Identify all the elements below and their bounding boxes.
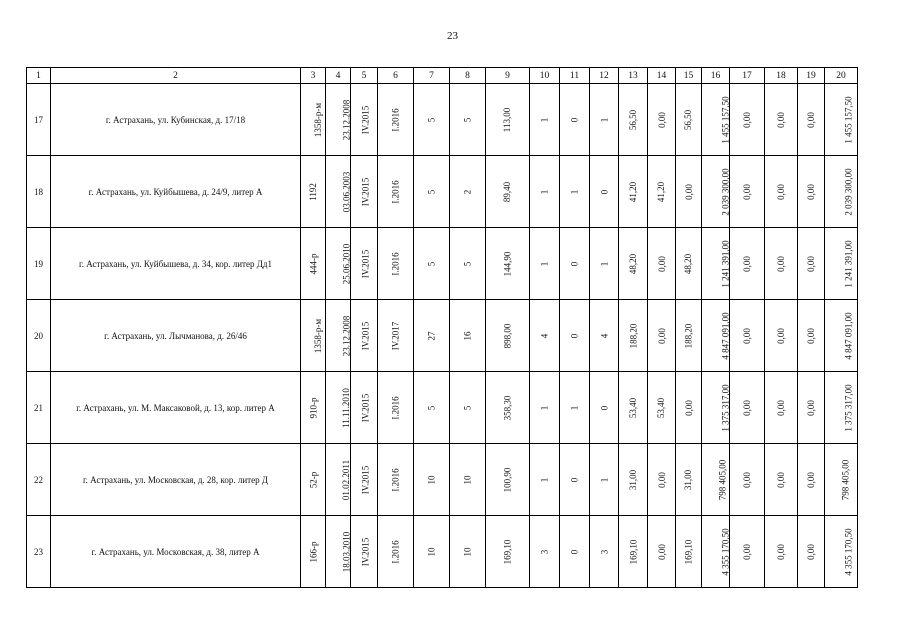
cell-value: I.2016	[390, 539, 401, 564]
cell-value: 188,20	[683, 323, 694, 348]
cell-value: 10	[462, 547, 473, 556]
cell-value: 1	[569, 405, 580, 410]
cell-value: 01.02.2011	[341, 459, 352, 500]
column-header: 20	[825, 68, 858, 84]
table-cell	[326, 156, 351, 228]
table-cell	[590, 372, 619, 444]
table-cell	[730, 372, 765, 444]
table-cell	[702, 372, 730, 444]
table-cell	[765, 372, 798, 444]
table-body	[27, 68, 858, 588]
cell-value: 5	[426, 405, 437, 410]
table-cell	[798, 516, 825, 588]
table-cell	[590, 300, 619, 372]
table-cell	[798, 156, 825, 228]
table-cell: 22	[27, 444, 51, 516]
table-cell	[450, 372, 486, 444]
table-cell	[301, 156, 326, 228]
cell-value: 1	[599, 117, 609, 122]
cell-value: 0,00	[742, 471, 752, 488]
table-cell	[798, 300, 825, 372]
table-cell: 23	[27, 516, 51, 588]
cell-value: 798 405,00	[840, 459, 851, 500]
table-cell	[486, 156, 530, 228]
address-cell: г. Астрахань, ул. Московская, д. 28, кор. литер Д	[51, 444, 301, 516]
table-cell	[702, 516, 730, 588]
cell-value: 48,20	[683, 253, 694, 274]
table-cell	[702, 84, 730, 156]
cell-value: 1358-р-м	[313, 318, 324, 353]
cell-value: 0,00	[742, 255, 752, 272]
table-cell	[351, 156, 378, 228]
cell-value: 56,50	[683, 109, 694, 130]
table-cell	[590, 84, 619, 156]
column-header: 15	[676, 68, 702, 84]
table-cell	[648, 156, 676, 228]
cell-value: 798 405,00	[717, 459, 728, 500]
table-cell	[765, 156, 798, 228]
table-cell	[351, 228, 378, 300]
cell-value: 0,00	[806, 399, 816, 416]
table-cell	[378, 516, 414, 588]
cell-value: 5	[462, 405, 473, 410]
cell-value: 0,00	[742, 399, 752, 416]
cell-value: 18.03.2010	[341, 531, 352, 572]
cell-value: 0,00	[742, 183, 752, 200]
address-cell: г. Астрахань, ул. Московская, д. 38, литер А	[51, 516, 301, 588]
column-header: 3	[301, 68, 326, 84]
cell-value: 100,90	[502, 467, 513, 492]
cell-value: 0,00	[806, 327, 816, 344]
cell-value: 898,00	[502, 323, 513, 348]
table-cell: 21	[27, 372, 51, 444]
column-header: 11	[560, 68, 590, 84]
table-cell	[560, 372, 590, 444]
table-cell	[414, 84, 450, 156]
table-cell	[648, 84, 676, 156]
cell-value: 4	[599, 333, 609, 338]
table-cell	[301, 372, 326, 444]
cell-value: 0,00	[776, 255, 786, 272]
table-cell	[530, 84, 560, 156]
column-header: 8	[450, 68, 486, 84]
cell-value: 4 355 170,50	[843, 527, 854, 576]
cell-value: 0,00	[742, 543, 752, 560]
table-cell	[530, 228, 560, 300]
table-cell	[765, 84, 798, 156]
table-cell	[619, 84, 648, 156]
cell-value: 1 241 391,00	[843, 239, 854, 288]
column-header: 14	[648, 68, 676, 84]
cell-value: 03.06.2003	[341, 171, 352, 212]
cell-value: 4	[539, 333, 550, 338]
cell-value: 113,00	[502, 107, 513, 132]
cell-value: 2	[462, 189, 473, 194]
table-cell	[798, 444, 825, 516]
address-cell: г. Астрахань, ул. Лычманова, д. 26/46	[51, 300, 301, 372]
table-cell	[414, 300, 450, 372]
cell-value: 910-р	[308, 397, 318, 418]
cell-value: 53,40	[628, 397, 638, 418]
cell-value: 4 847 091,00	[843, 311, 854, 360]
cell-value: 444-р	[308, 253, 318, 274]
table-cell	[676, 444, 702, 516]
cell-value: 0,00	[683, 399, 694, 416]
table-cell	[351, 300, 378, 372]
table-cell	[825, 156, 858, 228]
table-cell: 18	[27, 156, 51, 228]
cell-value: 358,30	[502, 395, 513, 420]
cell-value: 89,40	[502, 181, 513, 202]
cell-value: 0	[599, 189, 609, 194]
table-cell	[730, 84, 765, 156]
table-cell	[648, 444, 676, 516]
cell-value: 1	[599, 477, 609, 482]
data-table	[26, 67, 858, 588]
column-header: 9	[486, 68, 530, 84]
table-cell	[825, 300, 858, 372]
cell-value: 5	[426, 261, 437, 266]
cell-value: 0,00	[656, 111, 667, 128]
table-cell	[676, 228, 702, 300]
table-cell	[730, 156, 765, 228]
cell-value: 23.12.2008	[341, 99, 352, 140]
table-cell	[676, 84, 702, 156]
cell-value: 0	[569, 333, 580, 338]
cell-value: I.2016	[390, 179, 401, 204]
cell-value: 1	[539, 477, 550, 482]
table-cell	[676, 516, 702, 588]
table-cell	[560, 444, 590, 516]
column-header: 19	[798, 68, 825, 84]
cell-value: 4 847 091,00	[720, 311, 731, 360]
cell-value: IV.2015	[360, 321, 371, 350]
cell-value: 0,00	[656, 471, 667, 488]
cell-value: 48,20	[628, 253, 638, 274]
table-cell	[378, 228, 414, 300]
column-header: 2	[51, 68, 301, 84]
table-cell	[648, 228, 676, 300]
cell-value: 16	[462, 331, 473, 340]
cell-value: 1 241 391,00	[720, 239, 731, 288]
column-header: 18	[765, 68, 798, 84]
table-cell	[825, 228, 858, 300]
cell-value: 0,00	[806, 255, 816, 272]
table-cell	[798, 372, 825, 444]
table-cell	[414, 516, 450, 588]
table-cell	[730, 300, 765, 372]
column-header: 16	[702, 68, 730, 84]
cell-value: 0,00	[776, 543, 786, 560]
table-cell	[590, 516, 619, 588]
table-cell	[326, 228, 351, 300]
cell-value: 2 039 300,00	[843, 167, 854, 216]
table-cell	[351, 84, 378, 156]
table-cell	[825, 444, 858, 516]
cell-value: 0,00	[742, 327, 752, 344]
table-cell	[560, 516, 590, 588]
cell-value: 0,00	[683, 183, 694, 200]
table-cell	[590, 156, 619, 228]
column-header: 4	[326, 68, 351, 84]
table-cell	[798, 228, 825, 300]
header-row	[27, 68, 858, 84]
cell-value: 2 039 300,00	[720, 167, 731, 216]
table-cell	[765, 228, 798, 300]
table-cell	[676, 372, 702, 444]
table-cell	[301, 516, 326, 588]
address-cell: г. Астрахань, ул. Кубинская, д. 17/18	[51, 84, 301, 156]
column-header: 1	[27, 68, 51, 84]
column-header: 12	[590, 68, 619, 84]
table-cell	[450, 516, 486, 588]
table-cell	[486, 228, 530, 300]
table-cell	[486, 516, 530, 588]
cell-value: 5	[462, 117, 473, 122]
table-cell	[619, 156, 648, 228]
table-cell	[730, 516, 765, 588]
cell-value: 0,00	[806, 543, 816, 560]
table-cell	[301, 444, 326, 516]
cell-value: 0,00	[806, 183, 816, 200]
table-cell	[530, 444, 560, 516]
table-row	[27, 372, 858, 444]
cell-value: IV.2015	[360, 249, 371, 278]
cell-value: 23.12.2008	[341, 315, 352, 356]
cell-value: 53,40	[656, 397, 667, 418]
cell-value: 0,00	[776, 183, 786, 200]
table-cell	[486, 300, 530, 372]
table-cell	[560, 228, 590, 300]
cell-value: 56,50	[628, 109, 638, 130]
table-cell	[648, 516, 676, 588]
table-cell	[414, 156, 450, 228]
table-row	[27, 300, 858, 372]
table-cell: 19	[27, 228, 51, 300]
cell-value: 0,00	[776, 111, 786, 128]
table-cell	[326, 516, 351, 588]
table-cell	[648, 372, 676, 444]
table-cell	[351, 372, 378, 444]
table-cell	[619, 444, 648, 516]
table-cell	[301, 84, 326, 156]
cell-value: 1	[599, 261, 609, 266]
column-header: 13	[619, 68, 648, 84]
table-cell	[530, 300, 560, 372]
cell-value: 0,00	[806, 111, 816, 128]
table-cell	[676, 156, 702, 228]
table-cell	[619, 372, 648, 444]
cell-value: IV.2015	[360, 177, 371, 206]
page-number: 23	[447, 30, 458, 42]
cell-value: 0	[569, 477, 580, 482]
table-cell	[530, 372, 560, 444]
table-cell	[486, 372, 530, 444]
table-cell	[414, 228, 450, 300]
cell-value: 0,00	[776, 399, 786, 416]
table-cell	[414, 444, 450, 516]
cell-value: 1	[539, 117, 550, 122]
cell-value: 144,90	[502, 251, 513, 276]
address-cell: г. Астрахань, ул. М. Максаковой, д. 13, кор. литер А	[51, 372, 301, 444]
cell-value: 5	[462, 261, 473, 266]
table-cell	[590, 444, 619, 516]
cell-value: 10	[462, 475, 473, 484]
table-cell	[326, 372, 351, 444]
address-cell: г. Астрахань, ул. Куйбышева, д. 34, кор. литер Дд1	[51, 228, 301, 300]
cell-value: 1	[539, 405, 550, 410]
cell-value: 11.11.2010	[340, 387, 351, 428]
table-cell	[351, 444, 378, 516]
table-cell	[378, 444, 414, 516]
cell-value: 0,00	[776, 327, 786, 344]
table-cell	[765, 516, 798, 588]
cell-value: 31,00	[628, 469, 638, 490]
cell-value: I.2016	[390, 251, 401, 276]
cell-value: I.2016	[390, 107, 401, 132]
cell-value: IV.2015	[360, 537, 371, 566]
table-cell	[730, 228, 765, 300]
table-cell	[378, 300, 414, 372]
column-header: 17	[730, 68, 765, 84]
table-row	[27, 156, 858, 228]
table-cell	[486, 84, 530, 156]
cell-value: 1192	[307, 182, 318, 201]
table-cell	[798, 84, 825, 156]
cell-value: 0	[569, 261, 580, 266]
cell-value: 0	[569, 117, 580, 122]
column-header: 10	[530, 68, 560, 84]
cell-value: 169,10	[628, 539, 638, 564]
cell-value: 1	[539, 261, 550, 266]
table-cell	[676, 300, 702, 372]
cell-value: 3	[599, 549, 609, 554]
cell-value: 1 375 317,00	[843, 383, 854, 432]
cell-value: 1	[539, 189, 550, 194]
cell-value: 1	[569, 189, 580, 194]
cell-value: 1 375 317,00	[720, 383, 731, 432]
cell-value: 5	[426, 117, 437, 122]
table-cell	[765, 444, 798, 516]
table-cell	[560, 84, 590, 156]
table-cell	[648, 300, 676, 372]
table-cell	[560, 300, 590, 372]
cell-value: I.2016	[390, 467, 401, 492]
address-cell: г. Астрахань, ул. Куйбышева, д. 24/9, литер А	[51, 156, 301, 228]
cell-value: 1 455 157,50	[843, 95, 854, 144]
cell-value: 3	[539, 549, 550, 554]
cell-value: 4 355 170,50	[720, 527, 731, 576]
table-cell	[450, 156, 486, 228]
cell-value: 27	[426, 331, 437, 340]
table-cell	[450, 444, 486, 516]
table-cell	[825, 372, 858, 444]
table-cell	[825, 516, 858, 588]
table-cell	[702, 156, 730, 228]
cell-value: I.2016	[390, 395, 401, 420]
cell-value: 31,00	[683, 469, 694, 490]
cell-value: 0,00	[742, 111, 752, 128]
cell-value: 1 455 157,50	[720, 95, 731, 144]
cell-value: 41,20	[656, 181, 667, 202]
table-cell	[825, 84, 858, 156]
cell-value: 10	[426, 475, 437, 484]
table-cell	[702, 300, 730, 372]
cell-value: 166-р	[308, 541, 318, 562]
cell-value: 0,00	[806, 471, 816, 488]
cell-value: IV.2017	[390, 321, 401, 350]
table-cell	[378, 372, 414, 444]
table-cell	[378, 84, 414, 156]
cell-value: 169,10	[502, 539, 513, 564]
cell-value: 0,00	[656, 327, 667, 344]
table-cell	[326, 84, 351, 156]
cell-value: IV.2015	[360, 105, 371, 134]
table-cell	[702, 228, 730, 300]
table-cell	[450, 300, 486, 372]
table-cell	[530, 156, 560, 228]
table-cell	[702, 444, 730, 516]
cell-value: 0	[599, 405, 609, 410]
table-row	[27, 516, 858, 588]
table-row	[27, 228, 858, 300]
table-cell	[351, 516, 378, 588]
table-cell	[560, 156, 590, 228]
table-cell	[486, 444, 530, 516]
table-row	[27, 84, 858, 156]
cell-value: IV.2015	[360, 465, 371, 494]
table-cell	[326, 444, 351, 516]
table-cell	[450, 228, 486, 300]
column-header: 7	[414, 68, 450, 84]
cell-value: 25.06.2010	[341, 243, 352, 284]
cell-value: 1358-р-м	[313, 102, 324, 137]
table-cell	[590, 228, 619, 300]
cell-value: 41,20	[628, 181, 638, 202]
table-cell	[765, 300, 798, 372]
table-row	[27, 444, 858, 516]
cell-value: 5	[426, 189, 437, 194]
table-cell	[619, 228, 648, 300]
cell-value: 0	[569, 549, 580, 554]
table-cell: 17	[27, 84, 51, 156]
table-cell	[326, 300, 351, 372]
column-header: 6	[378, 68, 414, 84]
cell-value: 0,00	[656, 543, 667, 560]
cell-value: 10	[426, 547, 437, 556]
column-header: 5	[351, 68, 378, 84]
cell-value: 52-р	[308, 471, 318, 488]
table-cell	[301, 300, 326, 372]
table-cell	[450, 84, 486, 156]
table-cell	[378, 156, 414, 228]
cell-value: 188,20	[628, 323, 638, 348]
table-cell	[530, 516, 560, 588]
cell-value: 0,00	[656, 255, 667, 272]
table-cell	[301, 228, 326, 300]
cell-value: 0,00	[776, 471, 786, 488]
table-cell	[619, 516, 648, 588]
cell-value: IV.2015	[360, 393, 371, 422]
table-cell: 20	[27, 300, 51, 372]
table-cell	[619, 300, 648, 372]
table-cell	[414, 372, 450, 444]
cell-value: 169,10	[683, 539, 694, 564]
table-cell	[730, 444, 765, 516]
